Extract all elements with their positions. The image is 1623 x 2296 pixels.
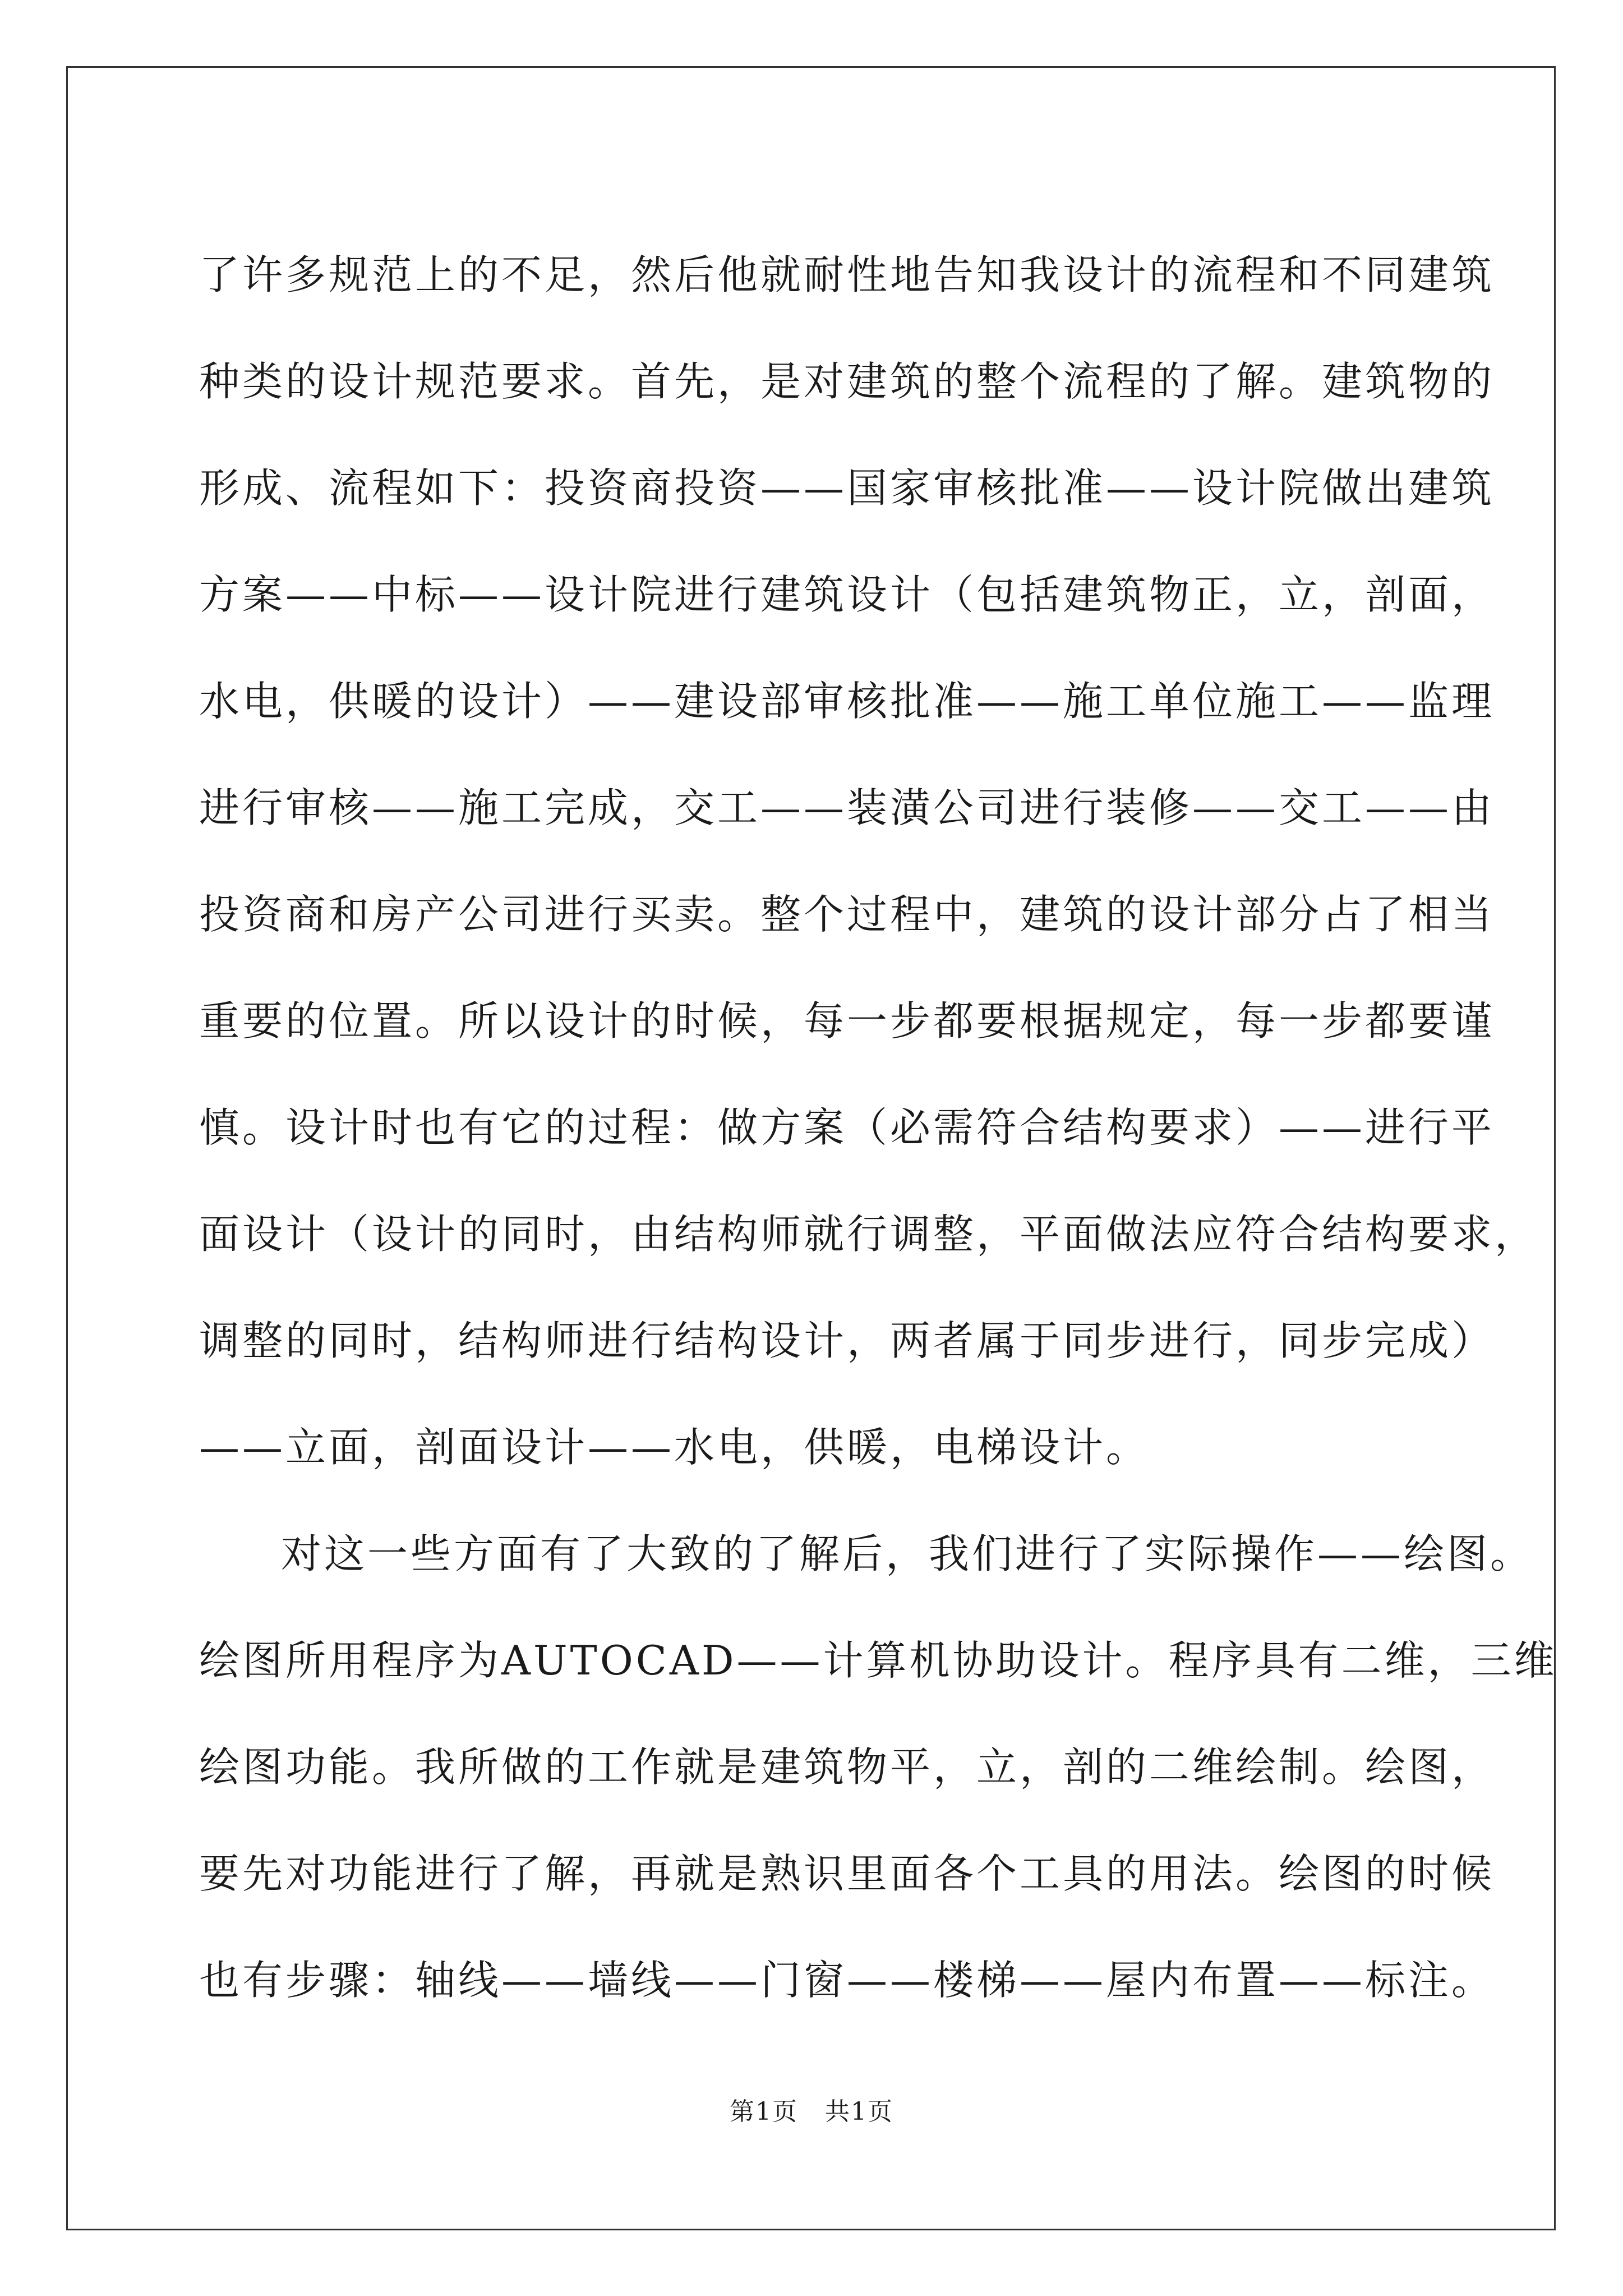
text-line: 重要的位置。所以设计的时候，每一步都要根据规定，每一步都要谨 xyxy=(199,997,1495,1045)
text-line: 也有步骤：轴线——墙线——门窗——楼梯——屋内布置——标注。 xyxy=(199,1957,1495,2004)
text-line: 种类的设计规范要求。首先，是对建筑的整个流程的了解。建筑物的 xyxy=(199,358,1495,405)
text-line: 绘图所用程序为AUTOCAD——计算机协助设计。程序具有二维，三维 xyxy=(199,1637,1557,1684)
text-line: 调整的同时，结构师进行结构设计，两者属于同步进行，同步完成） xyxy=(199,1317,1495,1364)
text-line: 水电，供暖的设计）——建设部审核批准——施工单位施工——监理 xyxy=(199,678,1495,725)
text-line: 方案——中标——设计院进行建筑设计（包括建筑物正，立，剖面， xyxy=(199,571,1495,618)
document-body xyxy=(199,222,1557,2033)
text-line-indented: 对这一些方面有了大致的了解后，我们进行了实际操作——绘图。 xyxy=(281,1530,1534,1577)
text-line: 慎。设计时也有它的过程：做方案（必需符合结构要求）——进行平 xyxy=(199,1104,1495,1151)
text-line: 要先对功能进行了解，再就是熟识里面各个工具的用法。绘图的时候 xyxy=(199,1850,1495,1897)
text-line: 绘图功能。我所做的工作就是建筑物平，立，剖的二维绘制。绘图， xyxy=(199,1743,1495,1791)
text-line: ——立面，剖面设计——水电，供暖，电梯设计。 xyxy=(199,1424,1150,1471)
paragraph-1 xyxy=(199,222,1538,1501)
text-line: 面设计（设计的同时，由结构师就行调整，平面做法应符合结构要求， xyxy=(199,1211,1538,1258)
page-number: 第1页 xyxy=(730,2097,798,2126)
text-line: 形成、流程如下：投资商投资——国家审核批准——设计院做出建筑 xyxy=(199,464,1495,512)
text-line: 进行审核——施工完成，交工——装潢公司进行装修——交工——由 xyxy=(199,784,1495,831)
text-line: 投资商和房产公司进行买卖。整个过程中，建筑的设计部分占了相当 xyxy=(199,891,1495,938)
page-footer xyxy=(0,2095,1623,2129)
paragraph-2 xyxy=(199,1501,1557,2033)
total-pages: 共1页 xyxy=(825,2097,893,2126)
text-line: 了许多规范上的不足，然后他就耐性地告知我设计的流程和不同建筑 xyxy=(199,251,1495,298)
